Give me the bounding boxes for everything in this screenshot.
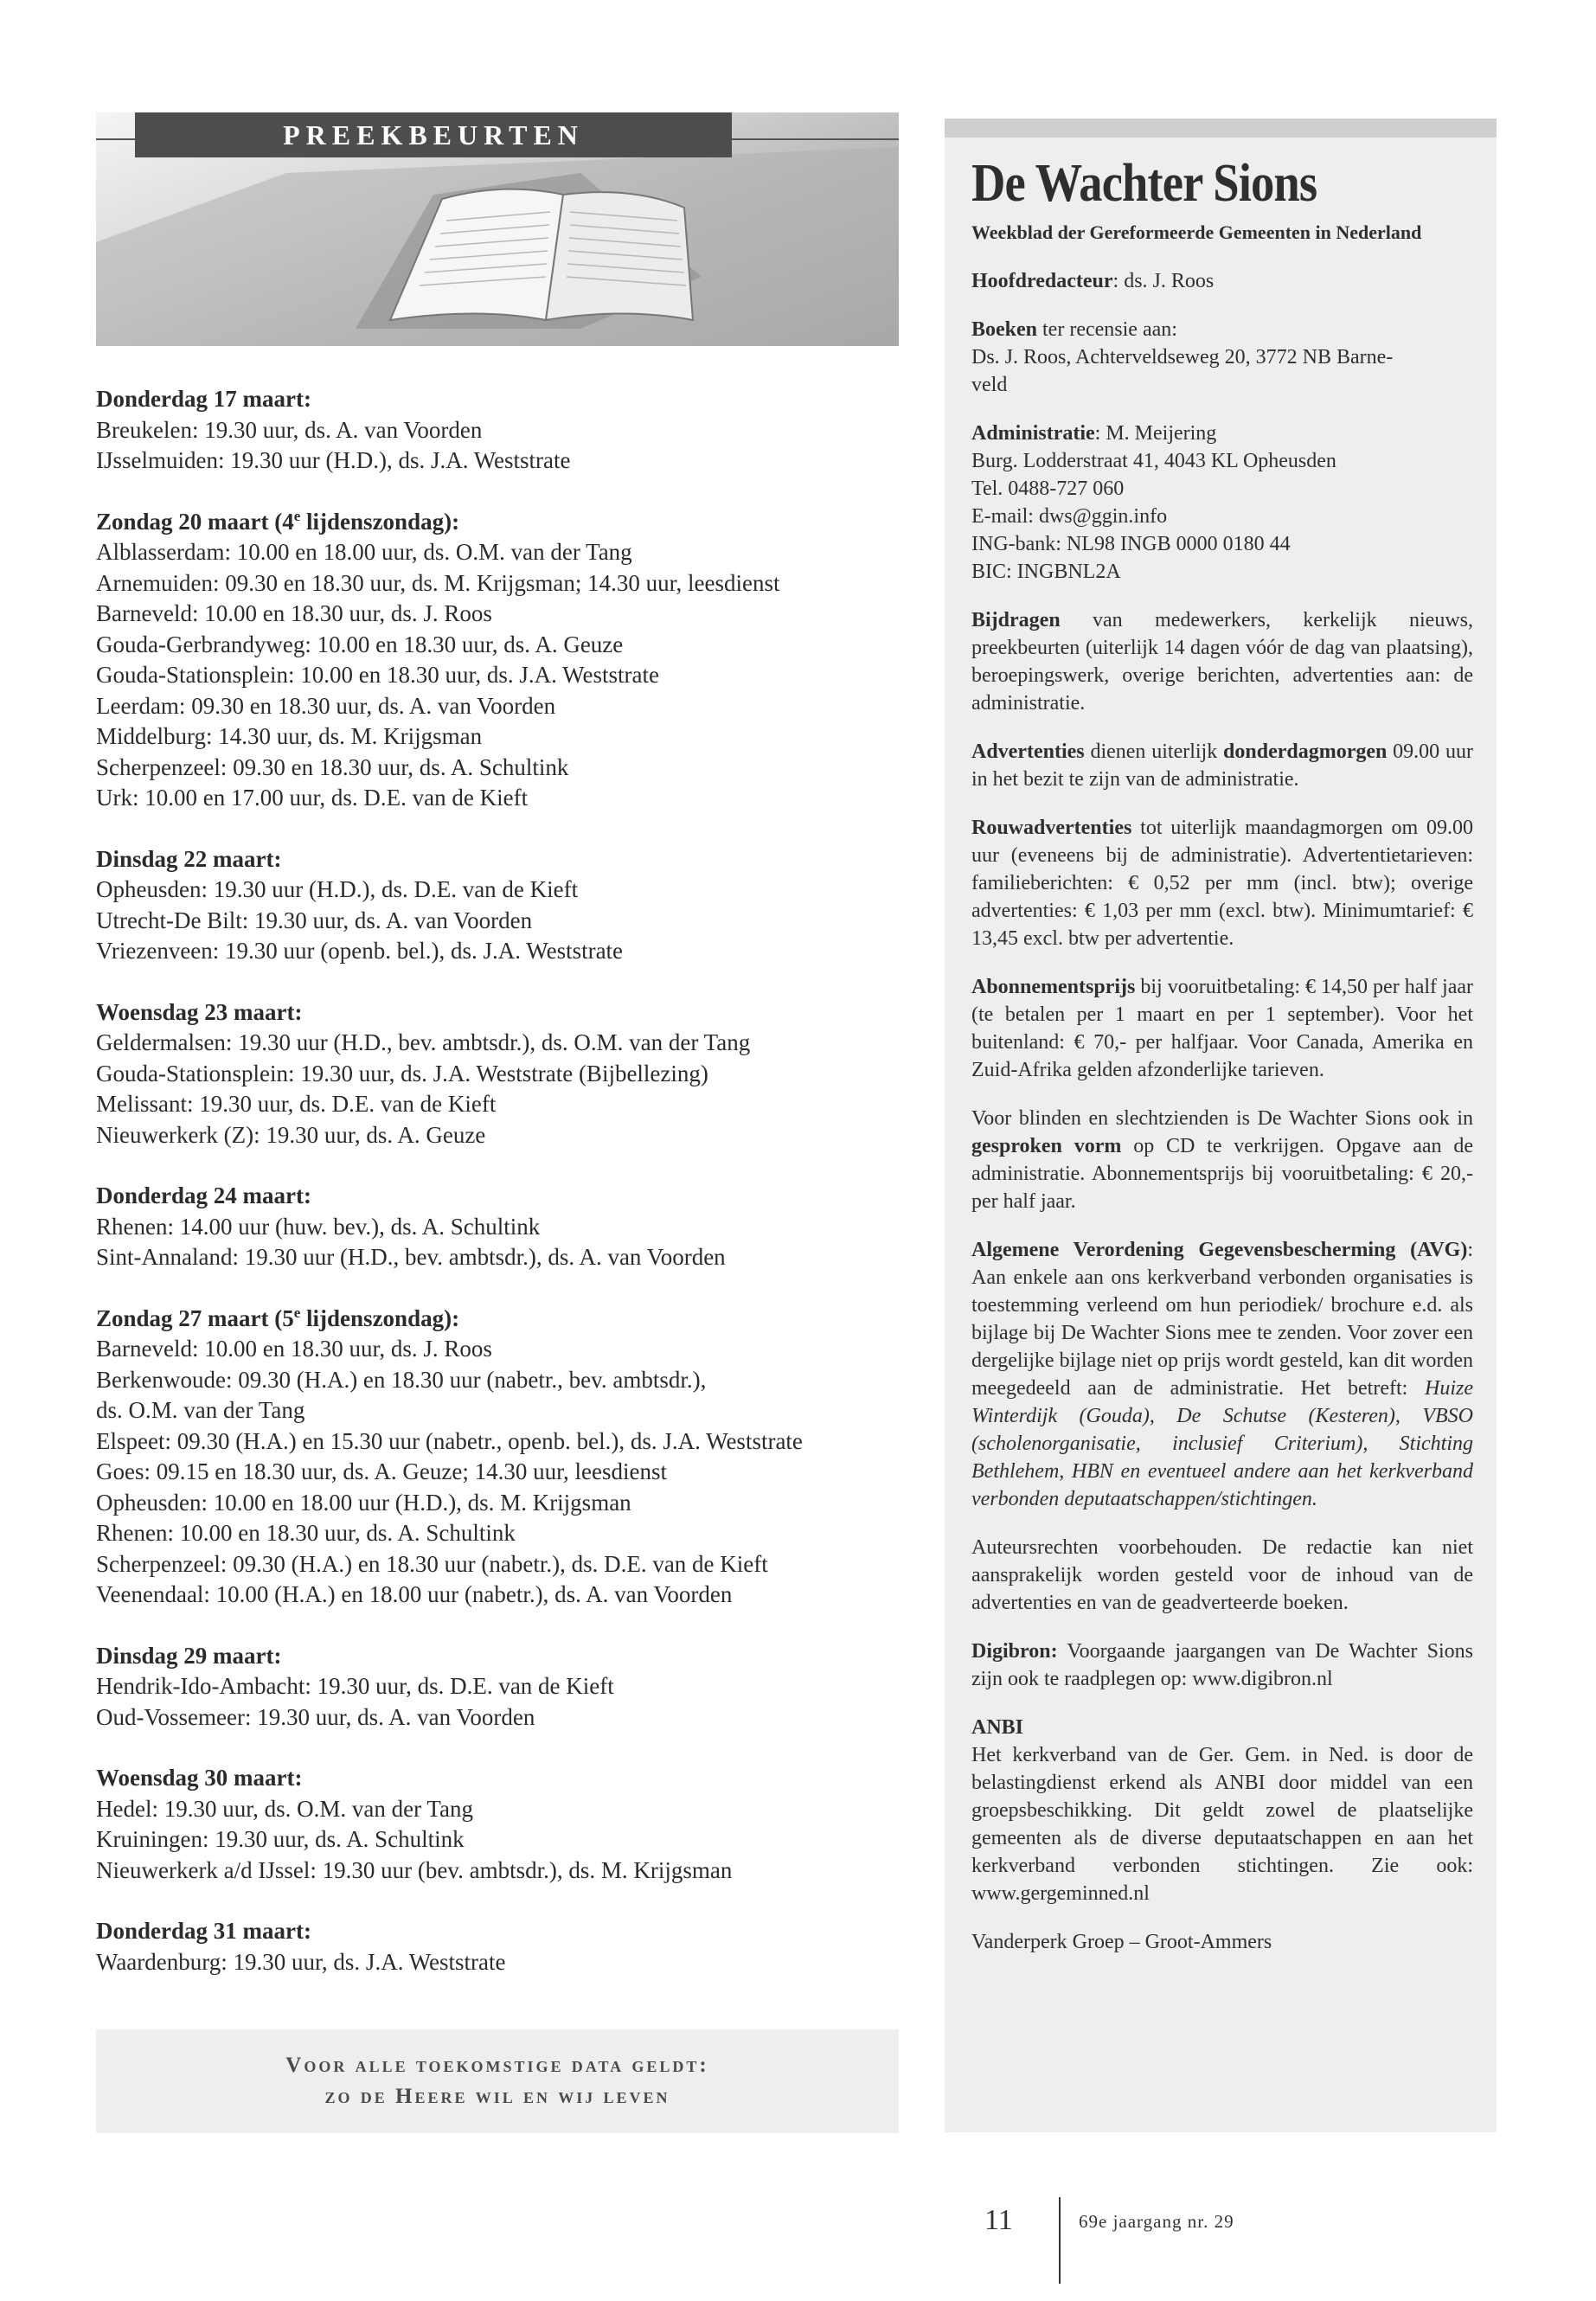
footer-note-box — [96, 2029, 899, 2133]
service-line: Middelburg: 14.30 uur, ds. M. Krijgsman — [96, 723, 483, 749]
boeken: Boeken ter recensie aan: Ds. J. Roos, Achterveldseweg 20, 3772 NB Barne- veld — [971, 318, 1394, 396]
service-line: ds. O.M. van der Tang — [96, 1397, 305, 1423]
service-line: Breukelen: 19.30 uur, ds. A. van Voorden — [96, 416, 483, 443]
footer-note-line-1: Voor alle toekomstige data geldt: — [285, 2054, 709, 2077]
day-heading: Zondag 27 maart (5e lijdenszondag): — [96, 1304, 460, 1331]
day-heading: Donderdag 17 maart: — [96, 386, 311, 412]
service-line: Opheusden: 19.30 uur (H.D.), ds. D.E. van de Kieft — [96, 876, 579, 902]
day-heading: Woensdag 30 maart: — [96, 1765, 303, 1791]
service-line: Waardenburg: 19.30 uur, ds. J.A. Weststrate — [96, 1948, 506, 1975]
masthead-subtitle: Weekblad der Gereformeerde Gemeenten in Nederland — [971, 221, 1422, 243]
service-line: Melissant: 19.30 uur, ds. D.E. van de Kieft — [96, 1091, 497, 1117]
service-line: Rhenen: 10.00 en 18.30 uur, ds. A. Schultink — [96, 1520, 516, 1546]
hoofdredacteur: Hoofdredacteur: ds. J. Roos — [971, 270, 1215, 292]
service-line: Veenendaal: 10.00 (H.A.) en 18.00 uur (nabetr.), ds. A. van Voorden — [96, 1581, 733, 1607]
day-heading: Donderdag 31 maart: — [96, 1918, 311, 1944]
day-heading: Woensdag 23 maart: — [96, 998, 303, 1025]
administratie: Administratie: M. Meijering Burg. Lodderstraat 41, 4043 KL Opheusden Tel. 0488-727 060 E-mail: dws@ggin.info ING-bank: NL98 INGB 0000 0180 44 BIC: INGBNL2A — [971, 422, 1336, 583]
anbi: ANBI Het kerkverband van de Ger. Gem. in Ned. is door de belastingdienst erkend als ANBI door middel van een groepsbeschikking. Dit geldt zowel de plaatselijke gemeenten als de diverse deputaatschappen en aan het kerkverband verbonden stichtingen. Zie ook: www.gergeminned.nl — [971, 1716, 1473, 1905]
preekbeurten-banner — [96, 112, 899, 346]
service-line: Utrecht-De Bilt: 19.30 uur, ds. A. van Voorden — [96, 907, 533, 933]
service-line: Nieuwerkerk (Z): 19.30 uur, ds. A. Geuze — [96, 1121, 486, 1148]
advertenties: Advertenties dienen uiterlijk donderdagmorgen 09.00 uur in het bezit te zijn van de administratie. — [971, 740, 1473, 791]
page-number: 11 — [984, 2204, 1013, 2236]
service-line: Hedel: 19.30 uur, ds. O.M. van der Tang — [96, 1795, 473, 1822]
service-line: Gouda-Stationsplein: 10.00 en 18.30 uur, ds. J.A. Weststrate — [96, 662, 659, 688]
rouwadvertenties: Rouwadvertenties tot uiterlijk maandagmorgen om 09.00 uur (eveneens bij de administratie). Advertentietarieven: familieberichten: € 0,52 per mm (incl. btw); overige advertenties: € 1,03 per mm (excl. btw). Minimumtarief: € 13,45 excl. btw per advertentie. — [971, 817, 1473, 950]
colophon-column — [945, 119, 1497, 2132]
service-line: Nieuwerkerk a/d IJssel: 19.30 uur (bev. ambtsdr.), ds. M. Krijgsman — [96, 1856, 733, 1883]
day-block — [96, 507, 899, 814]
service-line: IJsselmuiden: 19.30 uur (H.D.), ds. J.A. Weststrate — [96, 447, 571, 473]
service-line: Scherpenzeel: 09.30 en 18.30 uur, ds. A. Schultink — [96, 753, 569, 780]
day-block — [96, 1304, 899, 1611]
abonnementsprijs: Abonnementsprijs bij vooruitbetaling: € 14,50 per half jaar (te betalen per 1 maart en per 1 september). Voor het buitenland: € 70,- per halfjaar. Voor Canada, Amerika en Zuid-Afrika gelden afzonderlijke tarieven. — [971, 976, 1473, 1081]
bijdragen: Bijdragen van medewerkers, kerkelijk nieuws, preekbeurten (uiterlijk 14 dagen vóór de dag van plaatsing), beroepingswerk, overige berichten, advertenties aan: de administratie. — [971, 609, 1473, 715]
service-line: Berkenwoude: 09.30 (H.A.) en 18.30 uur (nabetr., bev. ambtsdr.), — [96, 1366, 707, 1393]
day-block — [96, 1641, 899, 1734]
service-line: Vriezenveen: 19.30 uur (openb. bel.), ds. J.A. Weststrate — [96, 938, 624, 964]
service-line: Gouda-Stationsplein: 19.30 uur, ds. J.A. Weststrate (Bijbellezing) — [96, 1060, 708, 1086]
service-line: Alblasserdam: 10.00 en 18.00 uur, ds. O.M. van der Tang — [96, 539, 632, 565]
day-heading: Zondag 20 maart (4e lijdenszondag): — [96, 507, 460, 535]
service-line: Sint-Annaland: 19.30 uur (H.D., bev. ambtsdr.), ds. A. van Voorden — [96, 1244, 726, 1270]
footer-note-line-2: zo de Heere wil en wij leven — [324, 2085, 670, 2108]
service-line: Urk: 10.00 en 17.00 uur, ds. D.E. van de Kieft — [96, 785, 529, 811]
colophon-top-bar — [945, 119, 1497, 138]
service-line: Leerdam: 09.30 en 18.30 uur, ds. A. van Voorden — [96, 692, 556, 719]
service-line: Elspeet: 09.30 (H.A.) en 15.30 uur (nabetr., openb. bel.), ds. J.A. Weststrate — [96, 1427, 803, 1454]
service-line: Goes: 09.15 en 18.30 uur, ds. A. Geuze; 14.30 uur, leesdienst — [96, 1458, 667, 1484]
page-footer-divider — [1059, 2197, 1061, 2284]
day-block — [96, 844, 899, 967]
service-line: Oud-Vossemeer: 19.30 uur, ds. A. van Voorden — [96, 1703, 535, 1730]
digibron: Digibron: Voorgaande jaargangen van De Wachter Sions zijn ook te raadplegen op: www.digibron.nl — [971, 1640, 1473, 1690]
service-line: Kruiningen: 19.30 uur, ds. A. Schultink — [96, 1826, 465, 1852]
printer: Vanderperk Groep – Groot-Ammers — [971, 1931, 1272, 1953]
service-line: Barneveld: 10.00 en 18.30 uur, ds. J. Roos — [96, 1336, 492, 1362]
preekbeurten-column — [96, 112, 899, 2008]
auteursrechten: Auteursrechten voorbehouden. De redactie kan niet aansprakelijk worden gesteld voor de inhoud van de advertenties en van de geadverteerde boeken. — [971, 1536, 1473, 1614]
section-title: PREEKBEURTEN — [283, 119, 584, 151]
service-line: Arnemuiden: 09.30 en 18.30 uur, ds. M. Krijgsman; 14.30 uur, leesdienst — [96, 569, 780, 596]
masthead-title: De Wachter Sions — [971, 154, 1317, 213]
colophon-content — [971, 153, 1473, 1956]
day-block — [96, 1181, 899, 1273]
service-line: Gouda-Gerbrandyweg: 10.00 en 18.30 uur, ds. A. Geuze — [96, 631, 624, 657]
day-block — [96, 997, 899, 1151]
section-label — [135, 112, 732, 157]
service-line: Hendrik-Ido-Ambacht: 19.30 uur, ds. D.E. van de Kieft — [96, 1673, 614, 1699]
blinden-info: Voor blinden en slechtzienden is De Wachter Sions ook in gesproken vorm op CD te verkrijgen. Opgave aan de administratie. Abonnementsprijs bij vooruitbetaling: € 20,- per half jaar. — [971, 1107, 1473, 1213]
day-block — [96, 1916, 899, 1977]
service-line: Rhenen: 14.00 uur (huw. bev.), ds. A. Schultink — [96, 1213, 541, 1240]
day-block — [96, 1763, 899, 1886]
day-heading: Dinsdag 29 maart: — [96, 1642, 282, 1669]
day-heading: Donderdag 24 maart: — [96, 1183, 311, 1208]
service-line: Geldermalsen: 19.30 uur (H.D., bev. ambtsdr.), ds. O.M. van der Tang — [96, 1029, 751, 1055]
avg-info: Algemene Verordening Gegevensbescherming (AVG): Aan enkele aan ons kerkverband verbonden organisaties is toestemming verleend om hun periodiek/ brochure e.d. als bijlage bij De Wachter Sions mee te zenden. Voor zover een dergelijke bijlage niet op prijs wordt gesteld, kan dit worden meegedeeld aan de administratie. Het betreft: Huize Winterdijk (Gouda), De Schutse (Kesteren), VBSO (scholenorganisatie, inclusief Criterium), Stichting Bethlehem, HBN en eventueel andere aan het kerkverband verbonden deputaatschappen/stichtingen. — [971, 1239, 1473, 1510]
day-heading: Dinsdag 22 maart: — [96, 845, 282, 872]
service-line: Barneveld: 10.00 en 18.30 uur, ds. J. Roos — [96, 600, 492, 626]
service-line: Scherpenzeel: 09.30 (H.A.) en 18.30 uur (nabetr.), ds. D.E. van de Kieft — [96, 1550, 768, 1577]
services-list — [96, 384, 899, 1977]
service-line: Opheusden: 10.00 en 18.00 uur (H.D.), ds. M. Krijgsman — [96, 1489, 631, 1516]
day-block — [96, 384, 899, 477]
issue-info: 69e jaargang nr. 29 — [1079, 2211, 1234, 2232]
